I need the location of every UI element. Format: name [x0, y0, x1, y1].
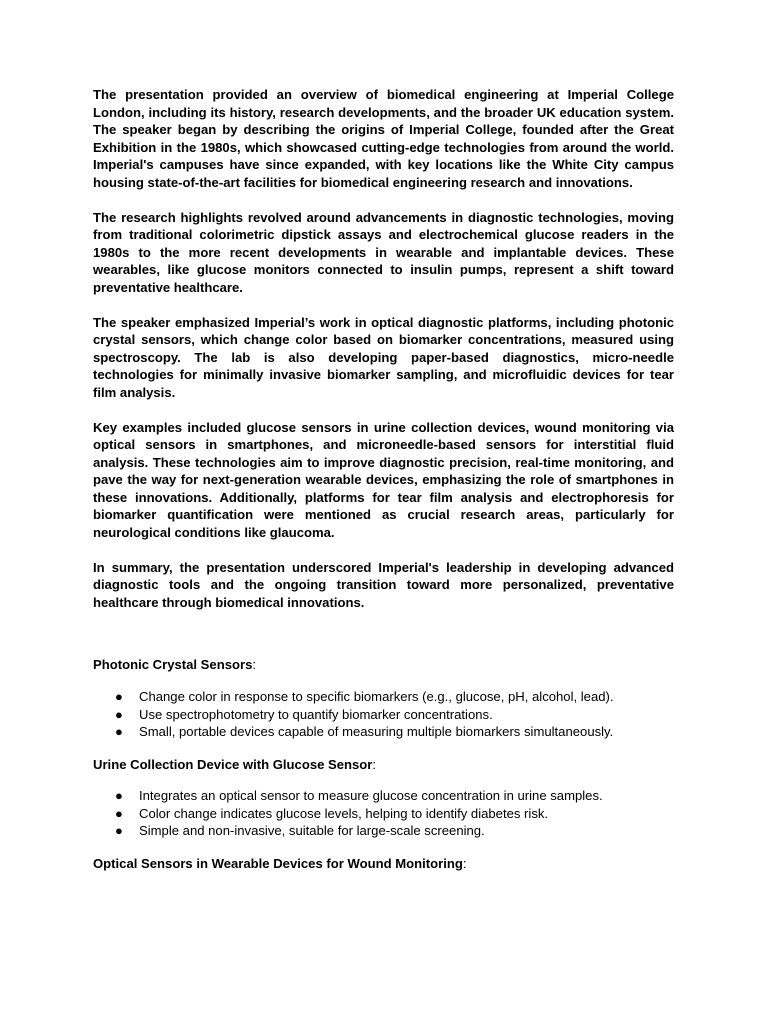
section-heading-colon: :: [372, 756, 377, 772]
list-item-text: Integrates an optical sensor to measure glucose concentration in urine samples.: [139, 788, 603, 804]
bullet-icon: ●: [115, 823, 123, 839]
list-item-text: Change color in response to specific biomarkers (e.g., glucose, pH, alcohol, lead).: [139, 689, 614, 705]
list-item-text: Small, portable devices capable of measuring multiple biomarkers simultaneously.: [139, 724, 614, 740]
paragraph-research-highlights: The research highlights revolved around advancements in diagnostic technologies, moving from traditional colorimetric dipstick assays and electrochemical glucose readers in the 1980s to the more recent developments in wearable and implantable devices. These wearables, like glucose monitors connected to insulin pumps, represent a shift toward preventative healthcare.: [93, 209, 674, 295]
section-heading-label: Optical Sensors in Wearable Devices for Wound Monitoring: [93, 855, 463, 871]
list-item: [93, 723, 674, 741]
list-item: [93, 688, 674, 706]
list-item: [93, 706, 674, 724]
section-heading-label: Photonic Crystal Sensors: [93, 657, 253, 673]
paragraph-overview: The presentation provided an overview of biomedical engineering at Imperial College London, including its history, research developments, and the broader UK education system. The speaker began by describing the origins of Imperial College, founded after the Great Exhibition in the 1980s, which showcased cutting-edge technologies from around the world. Imperial's campuses have since expanded, with key locations like the White City campus housing state-of-the-art facilities for biomedical engineering research and innovations.: [93, 87, 674, 190]
document-page: [93, 86, 674, 886]
section-heading-colon: :: [462, 855, 467, 871]
paragraph-key-examples: Key examples included glucose sensors in urine collection devices, wound monitoring via optical sensors in smartphones, and microneedle-based sensors for interstitial fluid analysis. These technologies aim to improve diagnostic precision, real-time monitoring, and pave the way for next-generation wearable devices, emphasizing the role of smartphones in these innovations. Additionally, platforms for tear film analysis and electrophoresis for biomarker quantification were mentioned as crucial research areas, particularly for neurological conditions like glaucoma.: [93, 419, 674, 541]
section-heading-label: Urine Collection Device with Glucose Sensor: [93, 756, 373, 772]
paragraph-summary: In summary, the presentation underscored Imperial's leadership in developing advanced diagnostic tools and the ongoing transition toward more personalized, preventative healthcare through biomedical innovations.: [93, 559, 674, 610]
list-item: [93, 822, 674, 840]
bullet-icon: ●: [115, 788, 123, 804]
section-heading-colon: :: [252, 657, 256, 673]
section-heading-wound-monitoring: [93, 855, 674, 873]
bullet-list-urine-collection-device: [93, 787, 674, 840]
section-heading-urine-collection-device: [93, 756, 674, 774]
section-spacer: [93, 628, 674, 656]
bullet-icon: ●: [115, 689, 123, 705]
bullet-list-photonic-crystal-sensors: [93, 688, 674, 741]
list-item-text: Color change indicates glucose levels, helping to identify diabetes risk.: [139, 805, 549, 821]
bullet-icon: ●: [115, 724, 123, 740]
list-item-text: Simple and non-invasive, suitable for large-scale screening.: [139, 823, 485, 839]
bullet-icon: ●: [115, 706, 123, 722]
paragraph-optical-platforms: The speaker emphasized Imperial’s work in optical diagnostic platforms, including photonic crystal sensors, which change color based on biomarker concentrations, measured using spectroscopy. The lab is also developing paper-based diagnostics, micro-needle technologies for minimally invasive biomarker sampling, and microfluidic devices for tear film analysis.: [93, 314, 674, 400]
section-heading-photonic-crystal-sensors: [93, 656, 674, 674]
list-item-text: Use spectrophotometry to quantify biomarker concentrations.: [139, 706, 493, 722]
bullet-icon: ●: [115, 805, 123, 821]
list-item: [93, 787, 674, 805]
list-item: [93, 805, 674, 823]
